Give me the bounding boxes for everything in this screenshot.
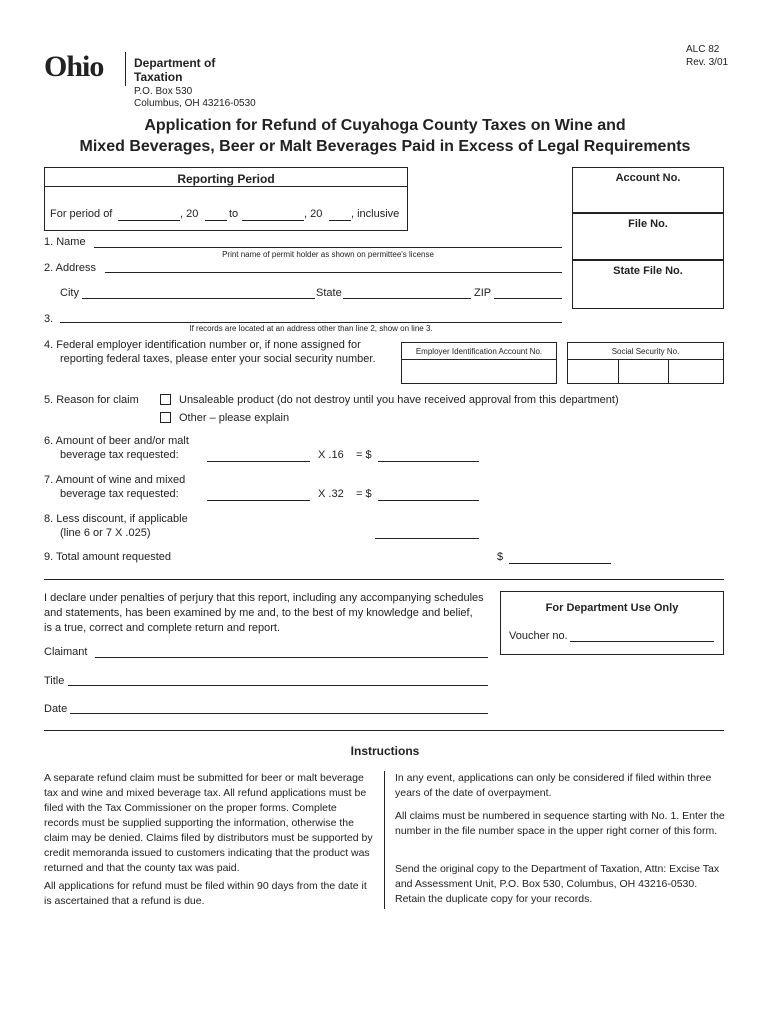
reporting-period-heading: Reporting Period <box>177 172 275 186</box>
claimant-signature-field[interactable] <box>95 643 488 658</box>
name-field[interactable] <box>94 233 562 248</box>
declaration-line1: I declare under penalties of perjury that this report, including any accompanying schedules <box>44 592 484 604</box>
voucher-label: Voucher no. <box>509 630 568 642</box>
instructions-right-paragraph-2: All claims must be numbered in sequence starting with No. 1. Enter the number in the file number space in the upper right corner of this form. <box>395 810 725 837</box>
discount-label-line2: (line 6 or 7 X .025) <box>60 527 151 539</box>
ssn-box-divider <box>567 359 724 360</box>
ssn-box-label: Social Security No. <box>611 347 680 356</box>
wine-equals: = $ <box>356 488 372 500</box>
claimant-label: Claimant <box>44 646 88 658</box>
form-revision: Rev. 3/01 <box>686 57 729 68</box>
period-inclusive-label: , inclusive <box>351 208 400 220</box>
state-file-no-label: State File No. <box>613 265 683 277</box>
instructions-left-paragraph-2: All applications for refund must be filed within 90 days from the date it is ascertained that a refund is due. <box>44 880 367 907</box>
name-hint: Print name of permit holder as shown on permittee's license <box>222 250 434 259</box>
dept-address-line2: Columbus, OH 43216-0530 <box>134 98 256 109</box>
wine-tax-result-field[interactable] <box>378 486 479 501</box>
state-label: State <box>316 287 342 299</box>
total-dollar-sign: $ <box>497 551 504 563</box>
declaration-line3: is a true, correct and complete return and report. <box>44 622 281 634</box>
discount-label-line1: 8. Less discount, if applicable <box>44 513 188 525</box>
line3-address-field[interactable] <box>60 308 562 323</box>
declaration-line2: and statements, has been examined by me and, to the best of my knowledge and belief, <box>44 607 473 619</box>
zip-field[interactable] <box>494 284 562 299</box>
ssn-segment-divider <box>618 359 619 384</box>
title-label: Title <box>44 675 65 687</box>
section-divider <box>44 579 724 580</box>
address-field[interactable] <box>105 258 562 273</box>
other-option-label: Other – please explain <box>179 412 290 424</box>
period-end-month-field[interactable] <box>242 206 304 221</box>
dept-address-line1: P.O. Box 530 <box>134 86 193 97</box>
period-year-prefix-b: , 20 <box>304 208 323 220</box>
instructions-right-paragraph-1: In any event, applications can only be considered if filed within three years of the date of overpayment. <box>395 772 712 799</box>
wine-rate: X .32 <box>318 488 344 500</box>
unsaleable-checkbox[interactable] <box>160 394 171 405</box>
other-checkbox[interactable] <box>160 412 171 423</box>
fein-text-line2: reporting federal taxes, please enter your social security number. <box>60 353 376 365</box>
ein-box-divider <box>401 359 557 360</box>
instructions-right-paragraph-3: Send the original copy to the Department of Taxation, Attn: Excise Tax and Assessment Unit, P.O. Box 530, Columbus, OH 43216-0530. Retain the duplicate copy for your records. <box>395 863 720 905</box>
ssn-segment-divider <box>668 359 669 384</box>
wine-amount-label-line2: beverage tax requested: <box>60 488 179 500</box>
zip-label: ZIP <box>474 287 492 299</box>
period-year-prefix-a: , 20 <box>180 208 199 220</box>
reporting-period-divider <box>44 186 408 187</box>
form-code: ALC 82 <box>686 44 720 55</box>
total-label: 9. Total amount requested <box>44 551 171 563</box>
name-label: 1. Name <box>44 236 86 248</box>
line3-label: 3. <box>44 313 54 325</box>
department-line2: Taxation <box>134 70 183 84</box>
reason-label: 5. Reason for claim <box>44 394 139 406</box>
instructions-heading: Instructions <box>350 744 420 758</box>
discount-field[interactable] <box>375 524 479 539</box>
department-use-box <box>500 591 724 655</box>
address-label: 2. Address <box>44 262 96 274</box>
beer-amount-field[interactable] <box>207 447 310 462</box>
beer-amount-label-line1: 6. Amount of beer and/or malt <box>44 435 189 447</box>
ohio-logo: Ohio <box>44 50 104 83</box>
beer-equals: = $ <box>356 449 372 461</box>
wine-amount-label-line1: 7. Amount of wine and mixed <box>44 474 186 486</box>
period-label: For period of <box>50 208 113 220</box>
beer-rate: X .16 <box>318 449 344 461</box>
form-title-line1: Application for Refund of Cuyahoga County Taxes on Wine and <box>144 117 626 134</box>
line3-hint: If records are located at an address other than line 2, show on line 3. <box>189 324 433 333</box>
beer-amount-label-line2: beverage tax requested: <box>60 449 179 461</box>
account-no-label: Account No. <box>615 172 681 184</box>
form-title-line2: Mixed Beverages, Beer or Malt Beverages Paid in Excess of Legal Requirements <box>79 138 691 155</box>
fein-text-line1: 4. Federal employer identification number or, if none assigned for <box>44 339 361 351</box>
instructions-divider <box>44 730 724 731</box>
period-start-month-field[interactable] <box>118 206 180 221</box>
city-field[interactable] <box>82 284 315 299</box>
period-to-label: to <box>229 208 239 220</box>
instructions-left-paragraph-1: A separate refund claim must be submitted for beer or malt beverage tax and wine and mixed beverage tax. All refund applications must be filed with the Tax Commissioner on the proper forms. Complete records must be supplied supporting the information, otherwise the claim may be denied. Claims filed by distributors must be supported by credit memoranda issued to customers indicating that the product was returned and that the county tax was paid. <box>44 772 373 874</box>
date-label: Date <box>44 703 68 715</box>
period-start-year-field[interactable] <box>205 206 227 221</box>
total-amount-field[interactable] <box>509 549 611 564</box>
title-field[interactable] <box>68 671 488 686</box>
instructions-column-divider <box>384 771 385 909</box>
wine-amount-field[interactable] <box>207 486 310 501</box>
voucher-field[interactable] <box>570 627 714 642</box>
unsaleable-option-label: Unsaleable product (do not destroy until you have received approval from this department) <box>179 394 619 406</box>
state-field[interactable] <box>343 284 471 299</box>
logo-divider <box>125 52 126 86</box>
beer-tax-result-field[interactable] <box>378 447 479 462</box>
department-line1: Department of <box>134 56 216 70</box>
city-label: City <box>60 287 79 299</box>
department-use-heading: For Department Use Only <box>545 602 679 614</box>
ein-box-label: Employer Identification Account No. <box>415 347 543 356</box>
date-field[interactable] <box>70 699 488 714</box>
period-end-year-field[interactable] <box>329 206 351 221</box>
file-no-label: File No. <box>628 218 668 230</box>
